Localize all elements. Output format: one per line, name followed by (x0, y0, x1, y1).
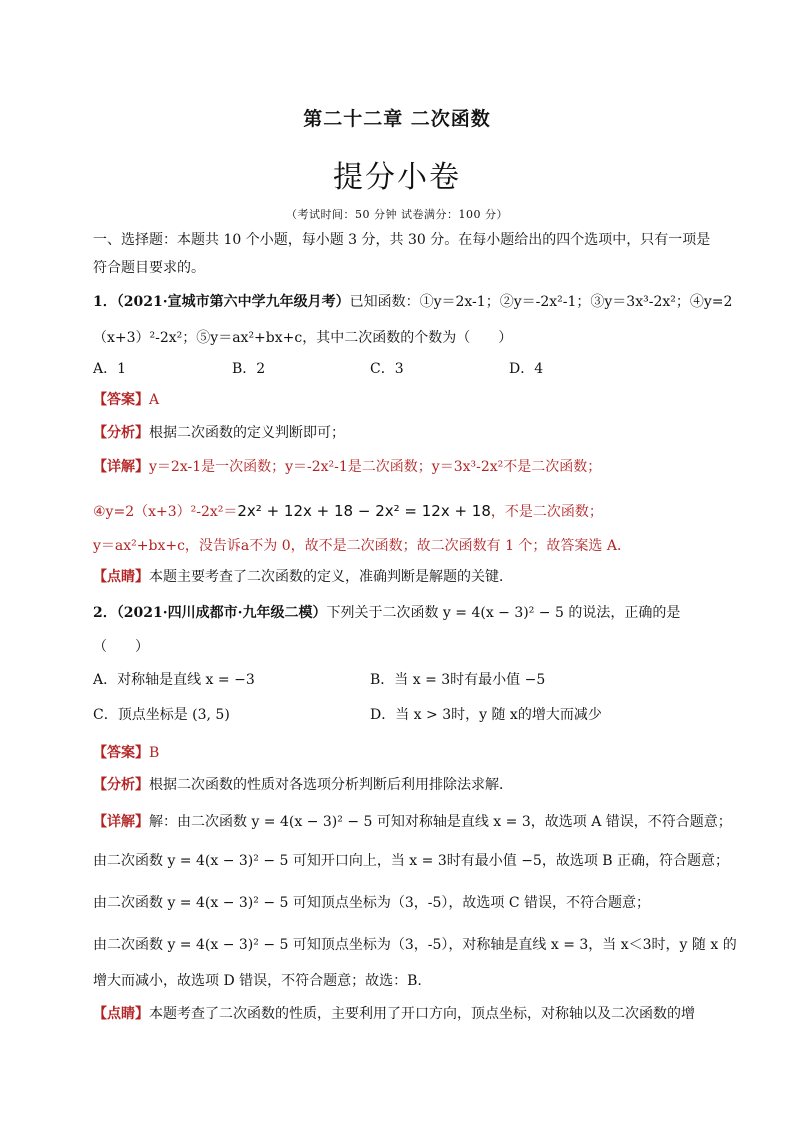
q2-option-d: D．当 x > 3时，y 随 x的增大而减少 (370, 707, 602, 723)
detail-text: y＝2x-1是一次函数；y＝-2x²-1是二次函数；y＝3x³-2x²不是二次函数； (149, 459, 602, 475)
answer-tag: 【答案】 (93, 392, 149, 408)
q2-comment (93, 1004, 704, 1024)
q1-option-b: B．2 (232, 361, 266, 377)
comment-tag: 【点睛】 (93, 1006, 149, 1022)
detail-text: 解：由二次函数 y = 4(x − 3)² − 5 可知对称轴是直线 x = 3，故选项 A 错误，不符合题意； (149, 814, 732, 830)
q1-detail-line1 (93, 457, 704, 477)
q2-answer (93, 743, 704, 763)
detail-tag: 【详解】 (93, 814, 149, 830)
q2-option-b: B．当 x = 3时有最小值 −5 (370, 672, 546, 688)
q1-analysis (93, 423, 704, 443)
question-2-stem-line2: （ ） (93, 639, 149, 655)
question-1-stem (93, 292, 733, 312)
exam-info: （考试时间：50 分钟 试卷满分：100 分） (286, 208, 508, 221)
question-1-source: 1．（2021·宣城市第六中学九年级月考） (93, 294, 350, 310)
q2-option-c: C．顶点坐标是 (3, 5) (93, 707, 230, 723)
section-instructions-line2: 符合题目要求的。 (93, 260, 205, 276)
detail-tag: 【详解】 (93, 459, 149, 475)
question-2-text: 下列关于二次函数 y = 4(x − 3)² − 5 的说法，正确的是 (326, 605, 681, 621)
question-2-stem (93, 603, 704, 623)
question-1-text: 已知函数：①y＝2x-1；②y＝-2x²-1；③y＝3x³-2x²；④y=2 (349, 294, 733, 310)
detail-text: ④y=2（x+3）²-2x²＝ (93, 504, 238, 520)
q2-analysis (93, 775, 704, 795)
answer-value: B (149, 745, 160, 761)
detail-text: ，不是二次函数； (490, 504, 603, 520)
q2-detail-line5: 增大而减小，故选项 D 错误，不符合题意；故选：B. (93, 973, 422, 989)
q2-detail-line4: 由二次函数 y = 4(x − 3)² − 5 可知顶点坐标为（3，-5），对称轴是直线 x = 3，当 x＜3时，y 随 x 的 (93, 937, 737, 953)
q1-option-a: A．1 (93, 361, 127, 377)
q1-option-c: C．3 (370, 361, 404, 377)
page-title: 提分小卷 (333, 160, 461, 195)
section-instructions-line1: 一、选择题：本题共 10 个小题，每小题 3 分，共 30 分。在每小题给出的四个选项中，只有一项是 (93, 232, 711, 248)
answer-tag: 【答案】 (93, 745, 149, 761)
analysis-text: 根据二次函数的性质对各选项分析判断后利用排除法求解． (149, 777, 513, 793)
comment-text: 本题考查了二次函数的性质，主要利用了开口方向，顶点坐标，对称轴以及二次函数的增 (149, 1006, 695, 1022)
q2-option-a: A．对称轴是直线 x = −3 (93, 672, 255, 688)
q1-detail-line3: y＝ax²+bx+c，没告诉a不为 0，故不是二次函数；故二次函数有 1 个；故答案选 A． (93, 538, 631, 554)
chapter-heading: 第二十二章 二次函数 (303, 108, 491, 130)
q1-detail-line2 (93, 501, 704, 522)
comment-tag: 【点睛】 (93, 569, 149, 585)
answer-value: A (149, 392, 160, 408)
comment-text: 本题主要考查了二次函数的定义，准确判断是解题的关键． (149, 569, 513, 585)
q2-detail-line3: 由二次函数 y = 4(x − 3)² − 5 可知顶点坐标为（3，-5），故选项 C 错误，不符合题意； (93, 895, 651, 911)
q1-option-d: D．4 (509, 361, 544, 377)
analysis-tag: 【分析】 (93, 777, 149, 793)
q2-detail-line1 (93, 812, 732, 832)
q1-comment (93, 567, 704, 587)
analysis-text: 根据二次函数的定义判断即可； (149, 425, 345, 441)
q1-answer (93, 390, 704, 410)
detail-math: 2x² + 12x + 18 − 2x² = 12x + 18 (237, 502, 491, 520)
question-2-source: 2．（2021·四川成都市·九年级二模） (93, 605, 327, 621)
q2-detail-line2: 由二次函数 y = 4(x − 3)² − 5 可知开口向上，当 x = 3时有最小值 −5，故选项 B 正确，符合题意； (93, 853, 730, 869)
analysis-tag: 【分析】 (93, 425, 149, 441)
question-1-stem-line2: （x+3）²-2x²；⑤y＝ax²+bx+c，其中二次函数的个数为（ ） (93, 330, 513, 346)
